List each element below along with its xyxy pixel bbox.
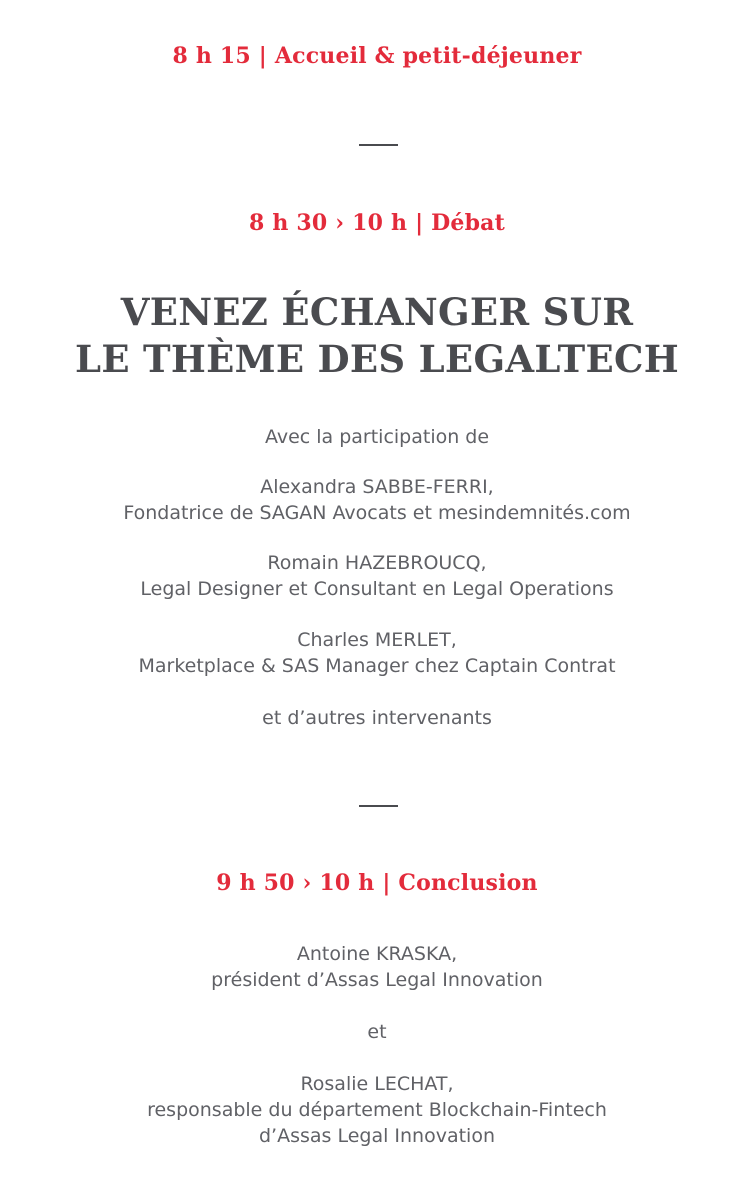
speaker-role: Fondatrice de SAGAN Avocats et mesindemnités.com [123, 502, 631, 524]
speaker-name: Romain HAZEBROUCQ, [267, 552, 487, 574]
conclusion-speaker-1-name: Antoine KRASKA, [296, 943, 458, 965]
speaker-name: Alexandra SABBE-FERRI, [260, 476, 494, 498]
conclusion-speaker-2-role-line-1: responsable du département Blockchain-Fintech [147, 1099, 607, 1121]
speaker-name: Charles MERLET, [297, 629, 457, 651]
section-divider [359, 805, 398, 807]
conjunction-text: et [367, 1021, 387, 1043]
conclusion-speaker-2-role-line-2: d’Assas Legal Innovation [258, 1125, 496, 1147]
participation-intro: Avec la participation de [264, 426, 490, 448]
conclusion-speaker-1-role: président d’Assas Legal Innovation [211, 969, 543, 991]
other-speakers-note: et d’autres intervenants [262, 707, 492, 729]
welcome-time-label: 8 h 15 | Accueil & petit-déjeuner [172, 43, 582, 69]
speaker-role: Marketplace & SAS Manager chez Captain Contrat [138, 655, 616, 677]
speaker-role: Legal Designer et Consultant en Legal Operations [140, 578, 614, 600]
debate-headline-line-1: VENEZ ÉCHANGER SUR [120, 290, 634, 334]
section-divider [359, 144, 398, 146]
debate-headline-line-2: LE THÈME DES LEGALTECH [75, 337, 679, 381]
conclusion-speaker-2-name: Rosalie LECHAT, [300, 1073, 454, 1095]
conclusion-time-label: 9 h 50 › 10 h | Conclusion [216, 870, 538, 896]
debate-time-label: 8 h 30 › 10 h | Débat [248, 210, 506, 236]
